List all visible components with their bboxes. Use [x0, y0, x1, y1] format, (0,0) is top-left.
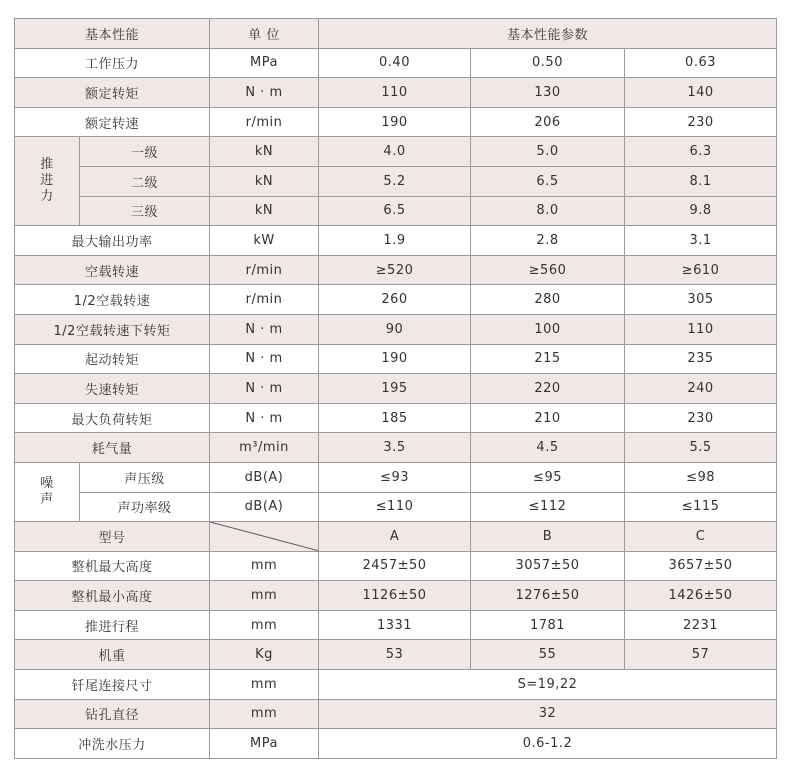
value-cell: 235	[625, 344, 777, 374]
table-row	[15, 226, 777, 256]
header-row	[15, 19, 777, 49]
row-name: 型号	[15, 522, 210, 552]
row-unit: mm	[210, 551, 319, 581]
value-cell: 305	[625, 285, 777, 315]
row-unit: dB(A)	[210, 492, 319, 522]
row-subname: 二级	[80, 166, 210, 196]
value-cell: 0.63	[625, 48, 777, 78]
table-row	[15, 699, 777, 729]
value-cell: 1276±50	[471, 581, 625, 611]
value-cell: 140	[625, 78, 777, 108]
value-cell: 8.1	[625, 166, 777, 196]
value-cell: ≤93	[319, 462, 471, 492]
value-cell: 110	[625, 314, 777, 344]
value-cell: 1781	[471, 610, 625, 640]
row-name: 最大负荷转矩	[15, 403, 210, 433]
table-row	[15, 374, 777, 404]
value-cell: 230	[625, 107, 777, 137]
value-cell: 5.5	[625, 433, 777, 463]
value-cell: 6.5	[471, 166, 625, 196]
table-row	[15, 729, 777, 759]
row-unit: m³/min	[210, 433, 319, 463]
value-cell: 206	[471, 107, 625, 137]
value-cell: 110	[319, 78, 471, 108]
value-cell: 3057±50	[471, 551, 625, 581]
table-row	[15, 581, 777, 611]
value-cell: 1126±50	[319, 581, 471, 611]
value-cell: 55	[471, 640, 625, 670]
value-cell: 5.0	[471, 137, 625, 167]
row-name: 失速转矩	[15, 374, 210, 404]
row-unit: kN	[210, 166, 319, 196]
table-row	[15, 551, 777, 581]
row-subname: 一级	[80, 137, 210, 167]
value-cell: 2457±50	[319, 551, 471, 581]
value-cell: 4.0	[319, 137, 471, 167]
merged-value-cell: 0.6-1.2	[319, 729, 777, 759]
row-unit: N · m	[210, 314, 319, 344]
value-cell: 0.40	[319, 48, 471, 78]
merged-value-cell: 32	[319, 699, 777, 729]
value-cell: 195	[319, 374, 471, 404]
value-cell: 190	[319, 344, 471, 374]
header-name: 基本性能	[15, 19, 210, 49]
value-cell: A	[319, 522, 471, 552]
row-unit: r/min	[210, 255, 319, 285]
value-cell: 230	[625, 403, 777, 433]
value-cell: 6.3	[625, 137, 777, 167]
merged-value-cell: S=19,22	[319, 670, 777, 700]
row-unit: mm	[210, 581, 319, 611]
row-unit: MPa	[210, 48, 319, 78]
table-row	[15, 137, 777, 167]
value-cell: 8.0	[471, 196, 625, 226]
row-unit: mm	[210, 610, 319, 640]
value-cell: 4.5	[471, 433, 625, 463]
row-name: 冲洗水压力	[15, 729, 210, 759]
value-cell: 3.5	[319, 433, 471, 463]
value-cell: ≤95	[471, 462, 625, 492]
row-name: 整机最大高度	[15, 551, 210, 581]
value-cell: C	[625, 522, 777, 552]
value-cell: 9.8	[625, 196, 777, 226]
table-row	[15, 344, 777, 374]
row-name: 钻孔直径	[15, 699, 210, 729]
value-cell: ≥520	[319, 255, 471, 285]
value-cell: ≤110	[319, 492, 471, 522]
group-label-thrust	[15, 137, 80, 226]
header-unit: 单 位	[210, 19, 319, 49]
value-cell: 100	[471, 314, 625, 344]
value-cell: 185	[319, 403, 471, 433]
row-name: 1/2空载转速	[15, 285, 210, 315]
row-unit: kN	[210, 137, 319, 167]
table-row	[15, 48, 777, 78]
value-cell: 215	[471, 344, 625, 374]
row-unit: Kg	[210, 640, 319, 670]
value-cell: 0.50	[471, 48, 625, 78]
table-row	[15, 640, 777, 670]
row-name: 推进行程	[15, 610, 210, 640]
row-name: 额定转矩	[15, 78, 210, 108]
value-cell: 1426±50	[625, 581, 777, 611]
value-cell: 1331	[319, 610, 471, 640]
value-cell: ≤98	[625, 462, 777, 492]
row-unit: N · m	[210, 403, 319, 433]
value-cell: B	[471, 522, 625, 552]
row-unit: N · m	[210, 78, 319, 108]
value-cell: ≤112	[471, 492, 625, 522]
value-cell: 130	[471, 78, 625, 108]
group-label-text: 推进力	[40, 157, 54, 205]
table-row	[15, 670, 777, 700]
value-cell: 260	[319, 285, 471, 315]
row-unit: r/min	[210, 285, 319, 315]
value-cell: 240	[625, 374, 777, 404]
row-unit: MPa	[210, 729, 319, 759]
table-row	[15, 433, 777, 463]
row-name: 机重	[15, 640, 210, 670]
value-cell: ≥560	[471, 255, 625, 285]
value-cell: 5.2	[319, 166, 471, 196]
row-name: 工作压力	[15, 48, 210, 78]
table-row	[15, 255, 777, 285]
value-cell: 6.5	[319, 196, 471, 226]
row-name: 耗气量	[15, 433, 210, 463]
table-row	[15, 462, 777, 492]
value-cell: 2.8	[471, 226, 625, 256]
table-row	[15, 492, 777, 522]
row-unit: dB(A)	[210, 462, 319, 492]
table-row	[15, 196, 777, 226]
table-row	[15, 107, 777, 137]
row-name: 钎尾连接尺寸	[15, 670, 210, 700]
row-unit: mm	[210, 699, 319, 729]
value-cell: 190	[319, 107, 471, 137]
row-unit: mm	[210, 670, 319, 700]
row-name: 起动转矩	[15, 344, 210, 374]
header-params: 基本性能参数	[319, 19, 777, 49]
row-name: 空载转速	[15, 255, 210, 285]
value-cell: 3.1	[625, 226, 777, 256]
row-name: 额定转速	[15, 107, 210, 137]
group-label-text: 噪声	[40, 476, 54, 507]
value-cell: ≤115	[625, 492, 777, 522]
row-subname: 三级	[80, 196, 210, 226]
value-cell: 280	[471, 285, 625, 315]
row-unit: N · m	[210, 374, 319, 404]
value-cell: ≥610	[625, 255, 777, 285]
table-row	[15, 314, 777, 344]
row-name: 最大输出功率	[15, 226, 210, 256]
value-cell: 90	[319, 314, 471, 344]
row-unit: kN	[210, 196, 319, 226]
row-unit: r/min	[210, 107, 319, 137]
table-row	[15, 610, 777, 640]
row-name: 1/2空载转速下转矩	[15, 314, 210, 344]
spec-table	[14, 18, 777, 759]
value-cell: 220	[471, 374, 625, 404]
value-cell: 53	[319, 640, 471, 670]
value-cell: 1.9	[319, 226, 471, 256]
table-row	[15, 78, 777, 108]
table-row	[15, 285, 777, 315]
row-subname: 声功率级	[80, 492, 210, 522]
value-cell: 3657±50	[625, 551, 777, 581]
value-cell: 2231	[625, 610, 777, 640]
diagonal-cell	[210, 522, 319, 552]
row-unit: kW	[210, 226, 319, 256]
row-subname: 声压级	[80, 462, 210, 492]
row-name: 整机最小高度	[15, 581, 210, 611]
row-unit: N · m	[210, 344, 319, 374]
group-label-noise	[15, 462, 80, 521]
diagonal-line	[210, 522, 318, 551]
table-row	[15, 522, 777, 552]
table-row	[15, 403, 777, 433]
value-cell: 57	[625, 640, 777, 670]
value-cell: 210	[471, 403, 625, 433]
table-row	[15, 166, 777, 196]
